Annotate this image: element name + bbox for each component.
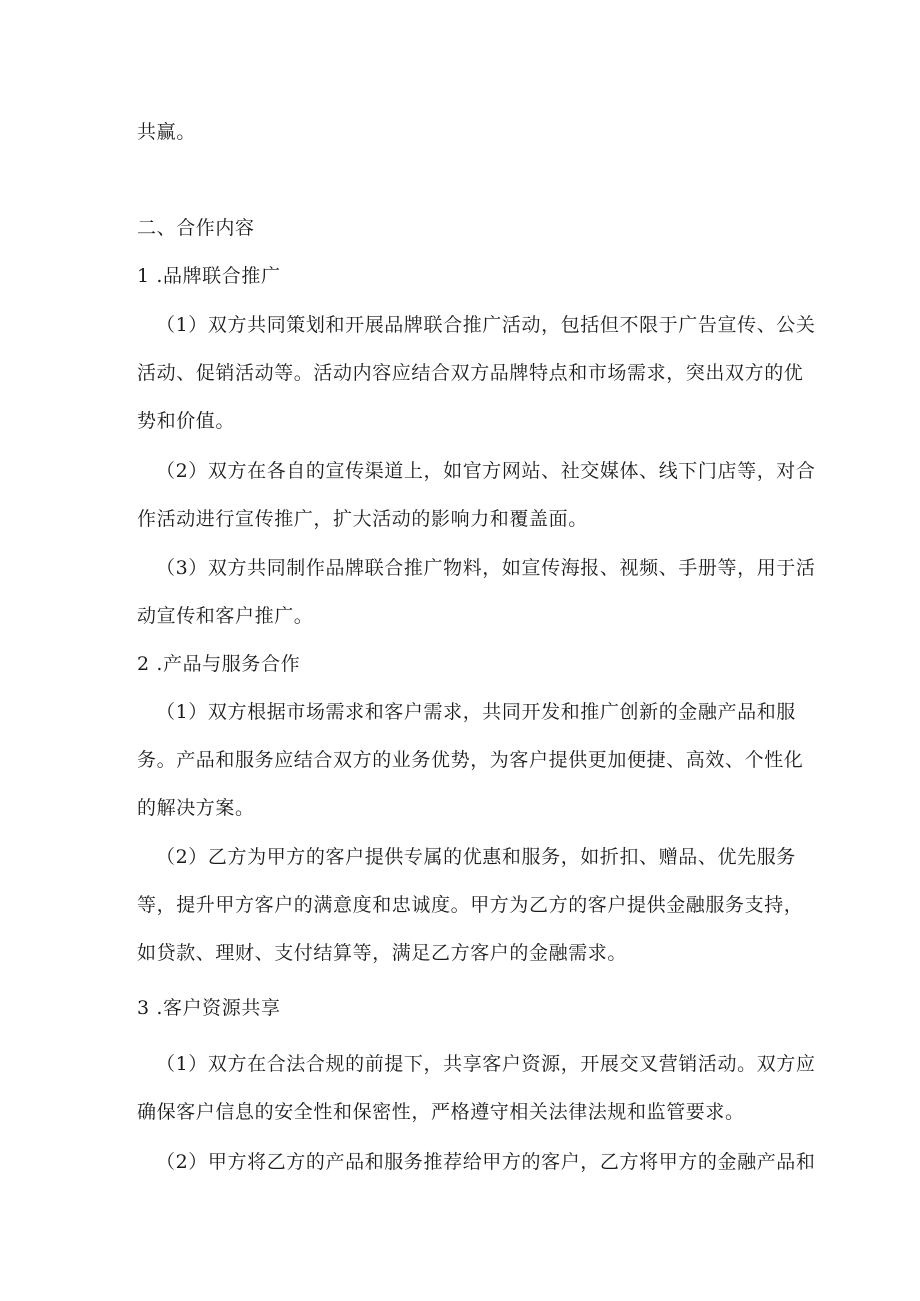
paragraph-line: 势和价值。	[137, 410, 236, 432]
subsection-heading: 1 .品牌联合推广	[137, 265, 281, 287]
paragraph-line: 如贷款、理财、支付结算等，满足乙方客户的金融需求。	[137, 942, 628, 964]
paragraph-line: 动宣传和客户推广。	[137, 605, 314, 627]
paragraph-line: （2）双方在各自的宣传渠道上，如官方网站、社交媒体、线下门店等，对合	[156, 460, 816, 482]
text-line: 共赢。	[137, 121, 196, 143]
paragraph-line: （3）双方共同制作品牌联合推广物料，如宣传海报、视频、手册等，用于活	[156, 557, 816, 579]
paragraph-line: （1）双方在合法合规的前提下，共享客户资源，开展交叉营销活动。双方应	[156, 1053, 816, 1075]
section-heading: 二、合作内容	[137, 217, 255, 239]
paragraph-line: 的解决方案。	[137, 797, 255, 819]
paragraph-line: 务。产品和服务应结合双方的业务优势，为客户提供更加便捷、高效、个性化	[137, 749, 804, 771]
paragraph-line: 活动、促销活动等。活动内容应结合双方品牌特点和市场需求，突出双方的优	[137, 362, 804, 384]
paragraph-line: （2）乙方为甲方的客户提供专属的优惠和服务，如折扣、赠品、优先服务	[156, 846, 796, 868]
paragraph-line: （1）双方共同策划和开展品牌联合推广活动，包括但不限于广告宣传、公关	[156, 314, 816, 336]
paragraph-line: 作活动进行宣传推广，扩大活动的影响力和覆盖面。	[137, 508, 588, 530]
paragraph-line: 确保客户信息的安全性和保密性，严格遵守相关法律法规和监管要求。	[137, 1101, 745, 1123]
paragraph-line: 等，提升甲方客户的满意度和忠诚度。甲方为乙方的客户提供金融服务支持，	[137, 894, 804, 916]
subsection-heading: 2 .产品与服务合作	[137, 653, 301, 675]
paragraph-line: （2）甲方将乙方的产品和服务推荐给甲方的客户，乙方将甲方的金融产品和	[156, 1151, 816, 1173]
paragraph-line: （1）双方根据市场需求和客户需求，共同开发和推广创新的金融产品和服	[156, 701, 796, 723]
subsection-heading: 3 .客户资源共享	[137, 997, 281, 1019]
